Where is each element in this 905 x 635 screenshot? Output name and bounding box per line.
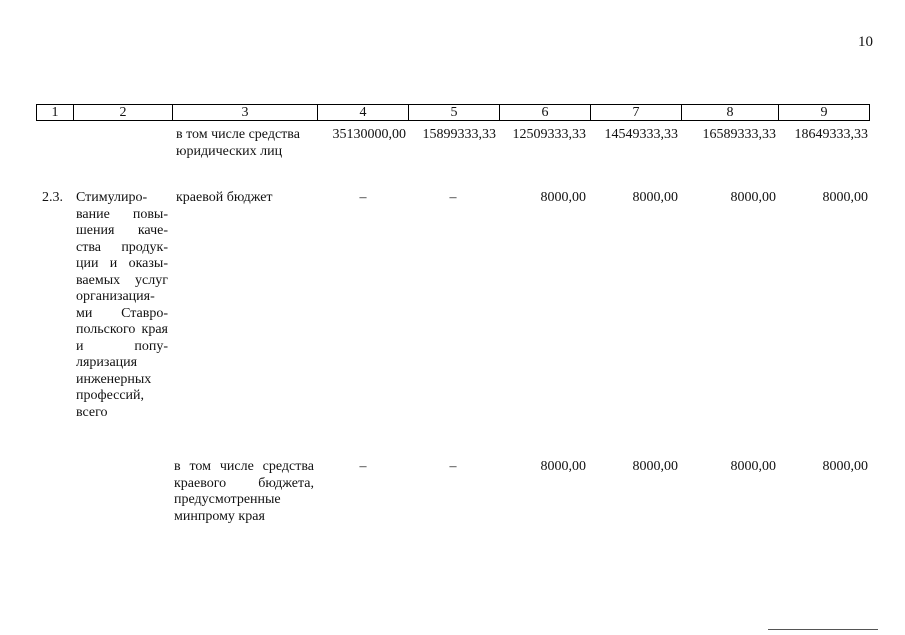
row3-source: в том числе средства краевого бюджета, предусмотренные минпрому края bbox=[174, 459, 314, 524]
column-number-2: 2 bbox=[74, 105, 173, 121]
row1-value-col6: 12509333,33 bbox=[512, 127, 586, 142]
row2-number: 2.3. bbox=[42, 190, 63, 205]
row1-value-col7: 14549333,33 bbox=[604, 127, 678, 142]
row1-value-col8: 16589333,33 bbox=[702, 127, 776, 142]
row2-value-col6: 8000,00 bbox=[540, 190, 586, 205]
column-number-8: 8 bbox=[682, 105, 779, 121]
column-number-header bbox=[36, 104, 870, 121]
row2-name: Стимулиро-вание повы-шения каче-ства продук-ции и оказы-ваемых услуг организация-ми Ставро-польского края и попу-ляризация инженерных профессий, всего bbox=[76, 190, 168, 420]
column-number-1: 1 bbox=[37, 105, 74, 121]
row3-value-col9: 8000,00 bbox=[822, 459, 868, 474]
page-number: 10 bbox=[858, 34, 873, 50]
row3-value-col8: 8000,00 bbox=[730, 459, 776, 474]
column-number-3: 3 bbox=[173, 105, 318, 121]
row3-value-col6: 8000,00 bbox=[540, 459, 586, 474]
row1-value-col4: 35130000,00 bbox=[332, 127, 406, 142]
column-number-9: 9 bbox=[779, 105, 870, 121]
row2-value-col5: – bbox=[449, 190, 457, 205]
column-number-4: 4 bbox=[318, 105, 409, 121]
row1-source: в том числе средства юридических лиц bbox=[176, 127, 300, 159]
column-number-5: 5 bbox=[409, 105, 500, 121]
row2-value-col7: 8000,00 bbox=[632, 190, 678, 205]
column-number-7: 7 bbox=[591, 105, 682, 121]
row3-value-col4: – bbox=[359, 459, 367, 474]
column-number-6: 6 bbox=[500, 105, 591, 121]
footer-rule bbox=[768, 629, 878, 630]
row2-source: краевой бюджет bbox=[176, 190, 273, 205]
row3-value-col5: – bbox=[449, 459, 457, 474]
row1-value-col9: 18649333,33 bbox=[794, 127, 868, 142]
row2-value-col4: – bbox=[359, 190, 367, 205]
row2-value-col9: 8000,00 bbox=[822, 190, 868, 205]
row1-value-col5: 15899333,33 bbox=[422, 127, 496, 142]
row2-value-col8: 8000,00 bbox=[730, 190, 776, 205]
row3-value-col7: 8000,00 bbox=[632, 459, 678, 474]
